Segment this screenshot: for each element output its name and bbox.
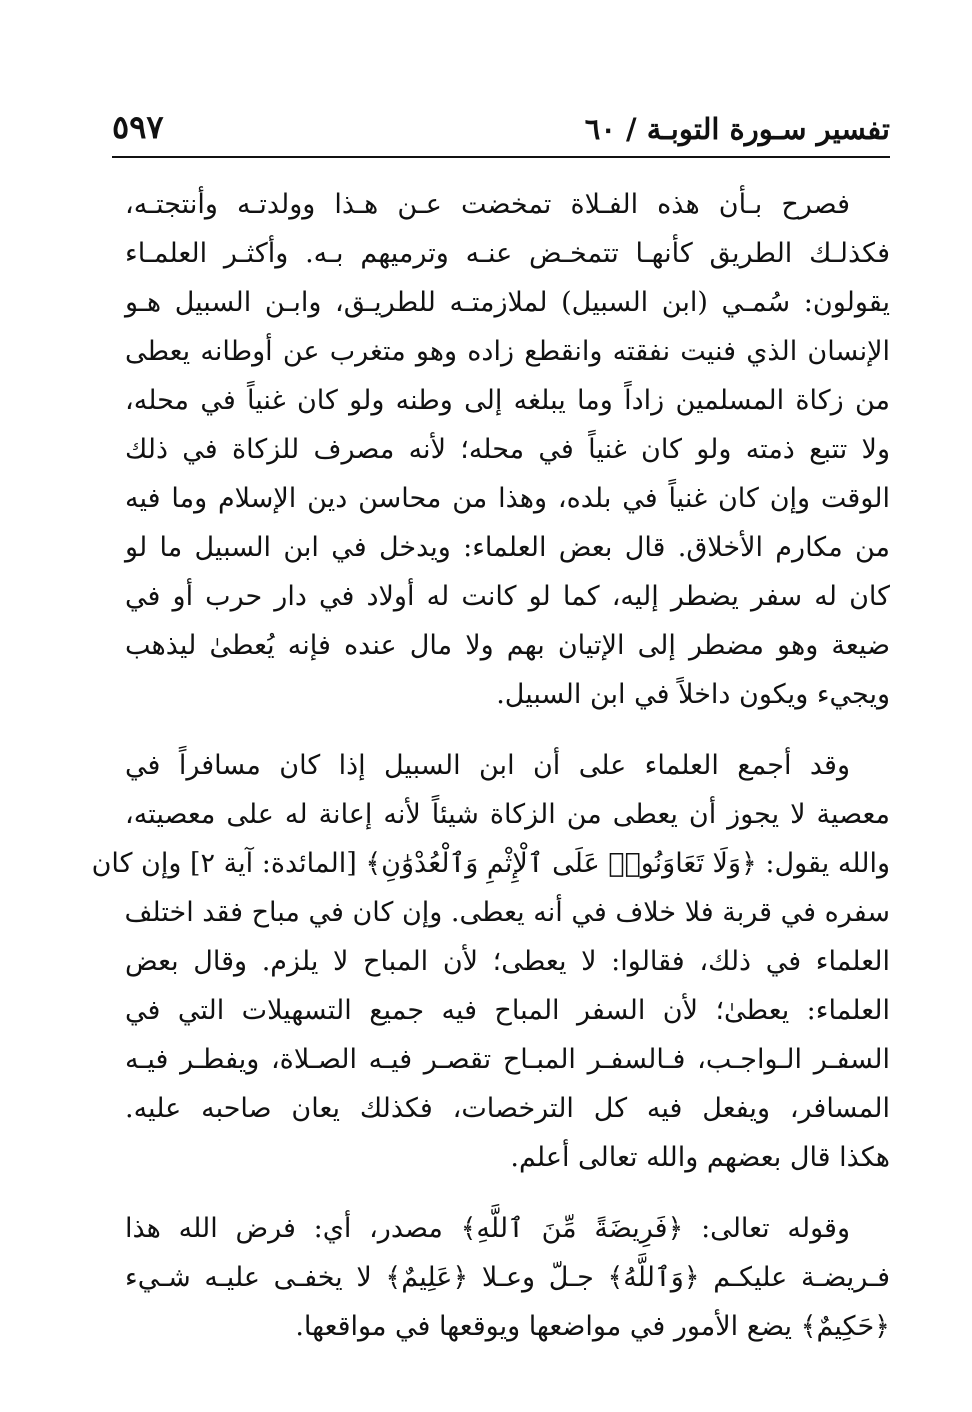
- paragraph-3: [125, 1204, 890, 1351]
- text-line: يقولون: سُمـي (ابن السبيل) لملازمتـه للطريـق، وابـن السبيل هـو: [125, 287, 890, 318]
- text-line: كان له سفر يضطر إليه، كما لو كانت له أولاد في دار حرب أو في: [125, 581, 890, 612]
- paragraph-spacer: [125, 719, 890, 741]
- text-line: هكذا قال بعضهم والله تعالى أعلم.: [510, 1142, 890, 1173]
- text-line: ضيعة وهو مضطر إلى الإتيان بهم ولا مال عنده فإنه يُعطىٰ ليذهب: [125, 630, 890, 661]
- text-line: ﴿حَكِيمٌ﴾ يضع الأمور في مواضعها ويوقعها في مواقعها.: [295, 1311, 890, 1342]
- text-line: فصرح بـأن هذه الفـلاة تمخضت عـن هـذا وولدتـه وأنتجتـه،: [125, 189, 850, 220]
- text-line: الوقت وإن كان غنياً في بلده، وهذا من محاسن دين الإسلام وما فيه: [125, 483, 890, 514]
- text-line: العلماء: يعطىٰ؛ لأن السفر المباح فيه جميع التسهيلات التي في: [125, 995, 890, 1026]
- page-number: ٥٩٧: [112, 108, 164, 146]
- text-line: ولا تتبع ذمته ولو كان غنياً في محله؛ لأنه مصرف للزكاة في ذلك: [125, 434, 890, 465]
- paragraph-spacer: [125, 1182, 890, 1204]
- text-line: معصية لا يجوز أن يعطى من الزكاة شيئاً لأنه إعانة له على معصيته،: [125, 799, 890, 830]
- text-line: وقوله تعالى: ﴿فَرِيضَةً مِّنَ ٱللَّهِ﴾ مصدر، أي: فرض الله هذا: [125, 1213, 850, 1244]
- page-body: [91, 180, 890, 1351]
- paragraph-1: [125, 180, 890, 719]
- paragraph-2: [91, 741, 890, 1182]
- text-line: والله يقول: ﴿وَلَا تَعَاوَنُوا۟ عَلَى ٱلْإِثْمِ وَٱلْعُدْوَٰنِ﴾ [المائدة: آية ٢] وإن كان: [91, 848, 890, 879]
- page-header: [112, 108, 890, 160]
- text-line: المسافر، ويفعل فيه كل الترخصات، فكذلك يعان صاحبه عليه.: [125, 1093, 890, 1124]
- text-line: العلماء في ذلك، فقالوا: لا يعطى؛ لأن المباح لا يلزم. وقال بعض: [125, 946, 890, 977]
- text-line: وقد أجمع العلماء على أن ابن السبيل إذا كان مسافراً في: [125, 750, 850, 781]
- text-line: ويجيء ويكون داخلاً في ابن السبيل.: [496, 679, 890, 710]
- text-line: السفـر الـواجـب، فـالسفـر المبـاح تقصـر فيـه الصـلاة، ويفطـر فيـه: [125, 1044, 890, 1075]
- text-line: فكذلـك الطريق كأنهـا تتمخـض عنـه وترميهم بـه. وأكثـر العلمـاء: [125, 238, 890, 269]
- running-title: تفسير سـورة التوبـة / ٦٠: [584, 112, 890, 146]
- header-divider: [112, 156, 890, 158]
- text-line: فـريضـة عليكـم ﴿وَٱللَّهُ﴾ جـلّ وعـلا ﴿عَلِيمٌ﴾ لا يخفـى عليـه شـيء: [125, 1262, 890, 1293]
- text-line: من مكارم الأخلاق. قال بعض العلماء: ويدخل في ابن السبيل ما لو: [125, 532, 890, 563]
- text-line: من زكاة المسلمين زاداً وما يبلغه إلى وطنه ولو كان غنياً في محله،: [125, 385, 890, 416]
- text-line: سفره في قربة فلا خلاف في أنه يعطى. وإن كان في مباح فقد اختلف: [124, 897, 890, 928]
- text-line: الإنسان الذي فنيت نفقته وانقطع زاده وهو متغرب عن أوطانه يعطى: [125, 336, 890, 367]
